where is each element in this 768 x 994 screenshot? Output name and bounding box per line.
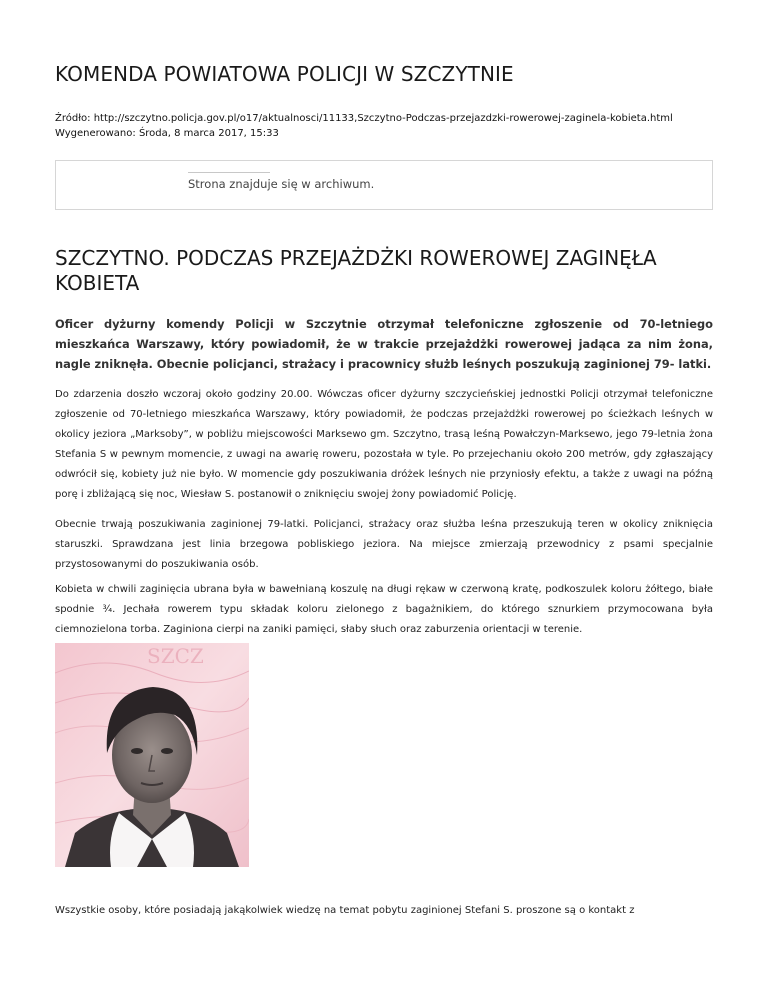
article-paragraph: Obecnie trwają poszukiwania zaginionej 79-latki. Policjanci, strażacy oraz służba leśna przeszukują teren w okolicy zniknięcia staruszki. Sprawdzana jest linia brzegowa pobliskiego jeziora. Na miejsce zmierzają przewodnicy z psami specjalnie przystosowanymi do poszukiwania osób. — [55, 519, 713, 570]
archive-notice-box — [55, 160, 713, 210]
article-lead: Oficer dyżurny komendy Policji w Szczytnie otrzymał telefoniczne zgłoszenie od 70-letniego mieszkańca Warszawy, który powiadomił, że w trakcie przejażdżki rowerowej jadąca za nim żona, nagle zniknęła. Obecnie policjanci, strażacy i pracownicy służb leśnych poszukują zaginionej 79- latki. — [55, 317, 713, 371]
missing-person-photo — [55, 643, 249, 867]
article-paragraph: Kobieta w chwili zaginięcia ubrana była w bawełnianą koszulę na długi rękaw w czerwoną kratę, podkoszulek koloru żółtego, białe spodnie ¾. Jechała rowerem typu składak koloru zielonego z bagażnikiem, do którego sznurkiem przymocowana była ciemnozielona torba. Zaginiona cierpi na zaniki pamięci, słaby słuch oraz zaburzenia orientacji w terenie. — [55, 584, 713, 635]
generated-date: Wygenerowano: Środa, 8 marca 2017, 15:33 — [55, 128, 279, 139]
portrait-image — [55, 643, 249, 867]
source-info — [55, 111, 673, 141]
archive-divider — [188, 172, 270, 173]
article-paragraph: Wszystkie osoby, które posiadają jakąkolwiek wiedzę na temat pobytu zaginionej Stefani S. proszone są o kontakt z — [55, 905, 635, 916]
site-title: KOMENDA POWIATOWA POLICJI W SZCZYTNIE — [55, 62, 514, 86]
archive-notice: Strona znajduje się w archiwum. — [188, 177, 375, 191]
source-url: Źródło: http://szczytno.policja.gov.pl/o17/aktualnosci/11133,Szczytno-Podczas-przejazdzki-rowerowej-zaginela-kobieta.html — [55, 113, 673, 124]
article-title: SZCZYTNO. PODCZAS PRZEJAŻDŻKI ROWEROWEJ ZAGINĘŁA KOBIETA — [55, 246, 657, 295]
article-paragraph: Do zdarzenia doszło wczoraj około godziny 20.00. Wówczas oficer dyżurny szczycieńskiej jednostki Policji otrzymał telefoniczne zgłoszenie od 70-letniego mieszkańca Warszawy, który powiadomił, że podczas przejażdżki rowerowej po ścieżkach leśnych w okolicy jeziora „Marksoby”, w pobliżu miejscowości Marksewo gm. Szczytno, trasą leśną Powałczyn-Marksewo, jego 79-letnia żona Stefania S w pewnym momencie, z uwagi na awarię roweru, pozostała w tyle. Po przejechaniu około 200 metrów, gdy zgłaszający odwrócił się, kobiety już nie było. W momencie gdy poszukiwania dróżek leśnych nie przyniosły efektu, a także z uwagi na późną porę i zbliżającą się noc, Wiesław S. postanowił o zniknięciu swojej żony powiadomić Policję. — [55, 389, 713, 500]
photo-watermark: SZCZ — [147, 644, 204, 668]
